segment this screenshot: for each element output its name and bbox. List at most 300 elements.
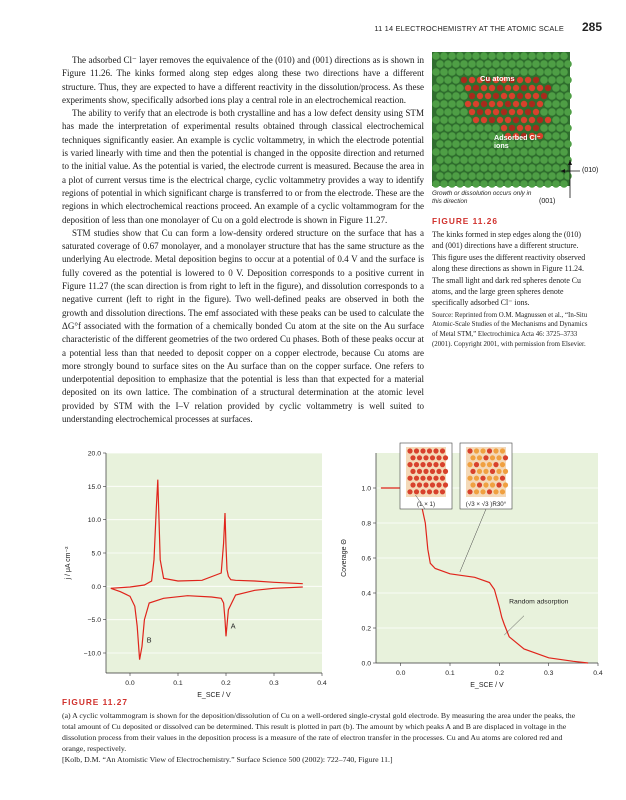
cu-atom — [509, 109, 515, 115]
cu-atom — [521, 101, 527, 107]
cu-atom — [467, 489, 472, 494]
au-atom — [490, 455, 495, 460]
x-tick-label: 0.0 — [395, 670, 406, 677]
cu-atom — [501, 109, 507, 115]
peak-label-b: B — [146, 635, 152, 645]
cl-ion — [480, 180, 488, 188]
cu-atom — [489, 85, 495, 91]
cl-ion — [432, 52, 440, 60]
cl-ion — [536, 180, 544, 188]
au-atom — [470, 482, 475, 487]
au-atom — [480, 462, 485, 467]
cl-ion — [496, 180, 504, 188]
cl-ion — [548, 60, 556, 68]
cu-atom — [420, 476, 425, 481]
cu-atom — [427, 462, 432, 467]
au-atom — [474, 489, 479, 494]
cu-atom — [477, 482, 482, 487]
cu-atom — [407, 448, 412, 453]
label-adsorbed-ions: Adsorbed Cl⁻ ions — [494, 133, 541, 150]
cl-ion — [460, 140, 468, 148]
cu-atom — [410, 455, 415, 460]
cu-atom — [433, 476, 438, 481]
y-tick-label: 15.0 — [87, 483, 101, 491]
cl-ion — [456, 84, 464, 92]
cl-ion — [560, 116, 568, 124]
y-tick-label: 10.0 — [87, 517, 101, 525]
cu-atom — [533, 109, 539, 115]
cu-atom — [529, 85, 535, 91]
cl-ion — [460, 124, 468, 132]
au-atom — [477, 455, 482, 460]
cl-ion — [460, 60, 468, 68]
page-number: 285 — [581, 20, 602, 34]
cl-ion — [532, 172, 540, 180]
cl-ion — [508, 156, 516, 164]
cu-atom — [420, 448, 425, 453]
au-atom — [480, 489, 485, 494]
cu-atom — [469, 77, 475, 83]
cu-atom — [493, 109, 499, 115]
cl-ion — [544, 100, 552, 108]
cl-ion — [548, 92, 556, 100]
cu-atom — [430, 469, 435, 474]
figure-11-26-image — [432, 52, 570, 186]
cl-ion — [464, 116, 472, 124]
cu-atom — [410, 469, 415, 474]
cu-atom — [483, 455, 488, 460]
cl-ion — [456, 68, 464, 76]
cl-ion — [476, 156, 484, 164]
cl-ion — [552, 180, 560, 188]
cl-ion — [560, 148, 568, 156]
cl-ion — [472, 164, 480, 172]
cl-ion — [452, 92, 460, 100]
cu-atom — [427, 476, 432, 481]
cu-atom — [513, 117, 519, 123]
cu-atom — [467, 448, 472, 453]
label-cu-atoms: Cu atoms — [480, 74, 515, 83]
cl-ion — [500, 156, 508, 164]
cl-ion — [564, 76, 572, 84]
page-header — [0, 0, 626, 48]
cu-atom — [477, 109, 483, 115]
cu-atom — [533, 125, 539, 131]
cl-ion — [472, 148, 480, 156]
cl-ion — [520, 164, 528, 172]
cl-ion — [544, 68, 552, 76]
chart-cyclic-voltammogram — [60, 443, 330, 699]
x-axis-label: E_SCE / V — [470, 682, 504, 689]
cl-ion — [484, 140, 492, 148]
au-atom — [483, 482, 488, 487]
cu-atom — [473, 101, 479, 107]
cl-ion — [448, 100, 456, 108]
cu-atom — [509, 125, 515, 131]
cl-ion — [448, 164, 456, 172]
au-atom — [483, 469, 488, 474]
cl-ion — [456, 52, 464, 60]
cu-atom — [521, 117, 527, 123]
cu-atom — [469, 93, 475, 99]
cl-ion — [436, 60, 444, 68]
cl-ion — [540, 124, 548, 132]
cl-ion — [524, 156, 532, 164]
cu-atom — [493, 93, 499, 99]
cu-atom — [517, 77, 523, 83]
cu-atom — [496, 482, 501, 487]
cl-ion — [492, 156, 500, 164]
cu-atom — [537, 85, 543, 91]
cl-ion — [556, 92, 564, 100]
cl-ion — [484, 156, 492, 164]
cl-ion — [480, 148, 488, 156]
cu-atom — [440, 489, 445, 494]
cl-ion — [484, 124, 492, 132]
cl-ion — [452, 124, 460, 132]
cu-atom — [436, 455, 441, 460]
cu-atom — [417, 482, 422, 487]
cu-atom — [480, 476, 485, 481]
au-atom — [493, 489, 498, 494]
cl-ion — [452, 156, 460, 164]
cl-ion — [504, 164, 512, 172]
cl-ion — [440, 148, 448, 156]
cl-ion — [472, 180, 480, 188]
peak-label-a: A — [230, 621, 236, 631]
label-direction-010: (010) — [582, 167, 599, 174]
cu-atom — [513, 85, 519, 91]
cu-atom — [470, 469, 475, 474]
cl-ion — [468, 60, 476, 68]
cl-ion — [452, 172, 460, 180]
cl-ion — [448, 116, 456, 124]
cl-ion — [444, 76, 452, 84]
au-atom — [503, 482, 508, 487]
cl-ion — [552, 100, 560, 108]
cl-ion — [436, 92, 444, 100]
y-tick-label: −10.0 — [83, 650, 101, 658]
figure-11-26-caption — [432, 216, 588, 349]
y-tick-label: 0.6 — [361, 555, 371, 563]
cl-ion — [488, 164, 496, 172]
inset-label: (1 × 1) — [416, 501, 436, 508]
cu-atom — [414, 476, 419, 481]
cl-ion — [552, 52, 560, 60]
cl-ion — [432, 68, 440, 76]
cl-ion — [536, 164, 544, 172]
cu-atom — [436, 482, 441, 487]
random-adsorption-label: Random adsorption — [509, 598, 569, 606]
cl-ion — [476, 172, 484, 180]
y-axis-label: Coverage Θ — [341, 539, 348, 577]
cu-atom — [529, 117, 535, 123]
y-tick-label: 0.0 — [91, 583, 101, 591]
cl-ion — [436, 76, 444, 84]
au-atom — [474, 448, 479, 453]
y-tick-label: 0.0 — [361, 660, 371, 668]
cu-atom — [501, 93, 507, 99]
cl-ion — [536, 68, 544, 76]
cl-ion — [480, 164, 488, 172]
cl-ion — [528, 68, 536, 76]
cl-ion — [444, 92, 452, 100]
cu-atom — [417, 469, 422, 474]
cl-ion — [540, 172, 548, 180]
running-head: 11 14 ELECTROCHEMISTRY AT THE ATOMIC SCALE — [374, 24, 564, 33]
cl-ion — [436, 156, 444, 164]
y-tick-label: 0.2 — [361, 625, 371, 633]
cl-ion — [548, 108, 556, 116]
cl-ion — [560, 52, 568, 60]
cl-ion — [444, 60, 452, 68]
cl-ion — [432, 84, 440, 92]
cl-ion — [512, 52, 520, 60]
cu-atom — [517, 93, 523, 99]
cu-atom — [525, 109, 531, 115]
cu-atom — [489, 101, 495, 107]
cu-atom — [414, 462, 419, 467]
cl-ion — [456, 148, 464, 156]
caption-source: Source: Reprinted from O.M. Magnussen et al., “In-Situ Atomic-Scale Studies of the Mechanisms and Dynamics of Metal STM,” Electrochimica Acta 46: 3725–3733 (2001). Copyright 2001, with permission from Elsevier. — [432, 311, 588, 348]
au-atom — [500, 462, 505, 467]
cl-ion — [440, 116, 448, 124]
cl-ion — [440, 68, 448, 76]
cl-ion — [468, 140, 476, 148]
au-atom — [487, 462, 492, 467]
cu-atom — [517, 125, 523, 131]
cu-atom — [529, 101, 535, 107]
cl-ion — [448, 68, 456, 76]
cl-ion — [436, 108, 444, 116]
cl-ion — [460, 172, 468, 180]
x-tick-label: 0.4 — [317, 680, 327, 687]
x-tick-label: 0.1 — [445, 670, 455, 677]
cl-ion — [556, 140, 564, 148]
cl-ion — [532, 60, 540, 68]
cu-atom — [433, 489, 438, 494]
cl-ion — [548, 124, 556, 132]
inset-label: (√3 × √3 )R30° — [465, 501, 507, 508]
cu-atom — [407, 462, 412, 467]
cu-atom — [517, 109, 523, 115]
cu-atom — [414, 448, 419, 453]
cu-atom — [497, 101, 503, 107]
au-atom — [493, 476, 498, 481]
cl-ion — [440, 180, 448, 188]
cu-atom — [473, 85, 479, 91]
cl-ion — [564, 108, 572, 116]
cl-ion — [540, 60, 548, 68]
cl-ion — [464, 68, 472, 76]
cu-atom — [537, 101, 543, 107]
cl-ion — [456, 100, 464, 108]
cl-ion — [500, 60, 508, 68]
cu-atom — [513, 101, 519, 107]
paragraph: The ability to verify that an electrode is both crystalline and has a low defect density using STM has made the interpretation of experimental results obtained through classical electrochemical techniques significantly easier. An example is cyclic voltammetry, in which the electrode potential is varied linearly with time and then the potential is changed in the opposite direction and returned to the initial value. As the potential is varied, the electrode current is measured. Because the area in a plot of current versus time is the electrical charge, cyclic voltammetry provides a way to identify regions of potential in which significant charge is transferred to or from the electrode. These are the regions in which electrochemical reactions proceed. An example of a cyclic voltammogram for the deposition of less than one monolayer of Cu on a gold electrode is shown in Figure 11.27. — [62, 108, 424, 225]
cl-ion — [516, 172, 524, 180]
cu-atom — [537, 117, 543, 123]
cl-ion — [480, 132, 488, 140]
cl-ion — [448, 84, 456, 92]
cl-ion — [544, 52, 552, 60]
cl-ion — [548, 76, 556, 84]
cl-ion — [560, 68, 568, 76]
cu-atom — [487, 448, 492, 453]
cl-ion — [444, 172, 452, 180]
cu-atom — [481, 101, 487, 107]
cl-ion — [488, 52, 496, 60]
cu-atom — [433, 462, 438, 467]
x-tick-label: 0.4 — [593, 670, 603, 677]
cl-ion — [452, 60, 460, 68]
cl-ion — [564, 60, 572, 68]
cl-ion — [444, 156, 452, 164]
paragraph: The adsorbed Cl⁻ layer removes the equivalence of the (010) and (001) directions as is shown in Figure 11.26. The kinks formed along step edges along these two directions have a different structure. Thus, they are expected to have a different reactivity in the dissolution/process. As these experiments show, specifically adsorbed ions play a central role in an electrochemical reaction. — [62, 55, 424, 105]
cl-ion — [452, 140, 460, 148]
body-text — [62, 54, 424, 426]
cu-atom — [485, 93, 491, 99]
y-tick-label: 20.0 — [87, 450, 101, 458]
y-tick-label: 0.8 — [361, 520, 371, 528]
cl-ion — [500, 172, 508, 180]
cl-ion — [444, 124, 452, 132]
cu-atom — [509, 93, 515, 99]
cu-atom — [410, 482, 415, 487]
cl-ion — [524, 172, 532, 180]
cu-atom — [417, 455, 422, 460]
au-atom — [477, 469, 482, 474]
cu-atom — [525, 77, 531, 83]
cu-atom — [430, 482, 435, 487]
caption-text: (a) A cyclic voltammogram is shown for the deposition/dissolution of Cu on a well-ordered single-crystal gold electrode. By measuring the area under the peaks, the total amount of Cu deposited or dissolved can be determined. This result is plotted in part (b). The amount by which peaks A and B are displaced in voltage in the dissolution process from their values in the deposition process is a measure of the rate of electron transfer in the processes. Cu and Au atoms are colored red and orange, respectively. — [62, 711, 576, 753]
cu-atom — [423, 482, 428, 487]
cl-ion — [464, 148, 472, 156]
x-tick-label: 0.3 — [269, 680, 279, 687]
cl-ion — [456, 164, 464, 172]
cl-ion — [508, 172, 516, 180]
cu-atom — [474, 462, 479, 467]
cl-ion — [432, 116, 440, 124]
cu-atom — [407, 476, 412, 481]
cl-ion — [504, 180, 512, 188]
cu-atom — [521, 85, 527, 91]
cl-ion — [528, 164, 536, 172]
cl-ion — [436, 140, 444, 148]
cl-ion — [508, 60, 516, 68]
cl-ion — [528, 52, 536, 60]
cu-atom — [427, 448, 432, 453]
cl-ion — [432, 180, 440, 188]
cu-atom — [525, 93, 531, 99]
cu-atom — [490, 469, 495, 474]
au-atom — [487, 476, 492, 481]
au-atom — [470, 455, 475, 460]
cu-atom — [505, 117, 511, 123]
cl-ion — [496, 164, 504, 172]
cl-ion — [536, 52, 544, 60]
y-tick-label: 5.0 — [91, 550, 101, 558]
cu-atom — [440, 476, 445, 481]
cl-ion — [560, 100, 568, 108]
cl-ion — [448, 132, 456, 140]
cl-ion — [476, 140, 484, 148]
cl-ion — [472, 52, 480, 60]
cu-atom — [503, 455, 508, 460]
cl-ion — [456, 180, 464, 188]
cu-atom — [497, 117, 503, 123]
cl-ion — [492, 172, 500, 180]
cl-ion — [480, 52, 488, 60]
caption-text: The kinks formed in step edges along the (010) and (001) directions have a different structure. This figure uses the different reactivity observed along these directions as shown in Figure 11.24. The small light and dark red spheres denote Cu atoms, and the large green spheres denote specifically adsorbed Cl⁻ ions. — [432, 230, 586, 308]
cl-ion — [448, 52, 456, 60]
cl-ion — [464, 132, 472, 140]
cu-atom — [541, 93, 547, 99]
au-atom — [503, 469, 508, 474]
figure-title: FIGURE 11.26 — [432, 216, 498, 226]
cu-atom — [440, 462, 445, 467]
cl-ion — [488, 180, 496, 188]
x-tick-label: 0.0 — [125, 680, 135, 687]
cl-ion — [432, 148, 440, 156]
cl-ion — [552, 84, 560, 92]
cl-ion — [464, 164, 472, 172]
cl-ion — [552, 68, 560, 76]
x-tick-label: 0.2 — [221, 680, 231, 687]
cl-ion — [504, 52, 512, 60]
cl-ion — [560, 132, 568, 140]
cu-atom — [440, 448, 445, 453]
cl-ion — [520, 68, 528, 76]
y-axis-label: j / μA cm⁻² — [65, 546, 72, 580]
cu-atom — [469, 109, 475, 115]
cl-ion — [440, 100, 448, 108]
cu-atom — [497, 85, 503, 91]
au-atom — [467, 462, 472, 467]
cl-ion — [456, 132, 464, 140]
cl-ion — [516, 156, 524, 164]
cu-atom — [423, 469, 428, 474]
cl-ion — [440, 84, 448, 92]
cu-atom — [420, 462, 425, 467]
cl-ion — [456, 116, 464, 124]
cu-atom — [414, 489, 419, 494]
cl-ion — [444, 140, 452, 148]
x-axis-label: E_SCE / V — [197, 692, 231, 699]
direction-arrows — [560, 160, 620, 210]
y-tick-label: −5.0 — [87, 617, 101, 625]
cl-ion — [460, 108, 468, 116]
arrow-010-head — [561, 169, 565, 173]
cl-ion — [444, 108, 452, 116]
cu-atom — [433, 448, 438, 453]
cl-ion — [564, 140, 572, 148]
cl-ion — [548, 156, 556, 164]
cu-atom — [465, 85, 471, 91]
cl-ion — [452, 76, 460, 84]
arrow-001-head — [568, 160, 572, 165]
y-tick-label: 0.4 — [361, 590, 371, 598]
cl-ion — [476, 124, 484, 132]
cu-atom — [420, 489, 425, 494]
cl-ion — [556, 60, 564, 68]
cl-ion — [556, 108, 564, 116]
cl-ion — [556, 124, 564, 132]
au-atom — [490, 482, 495, 487]
cl-ion — [484, 60, 492, 68]
cu-atom — [427, 489, 432, 494]
cl-ion — [544, 180, 552, 188]
